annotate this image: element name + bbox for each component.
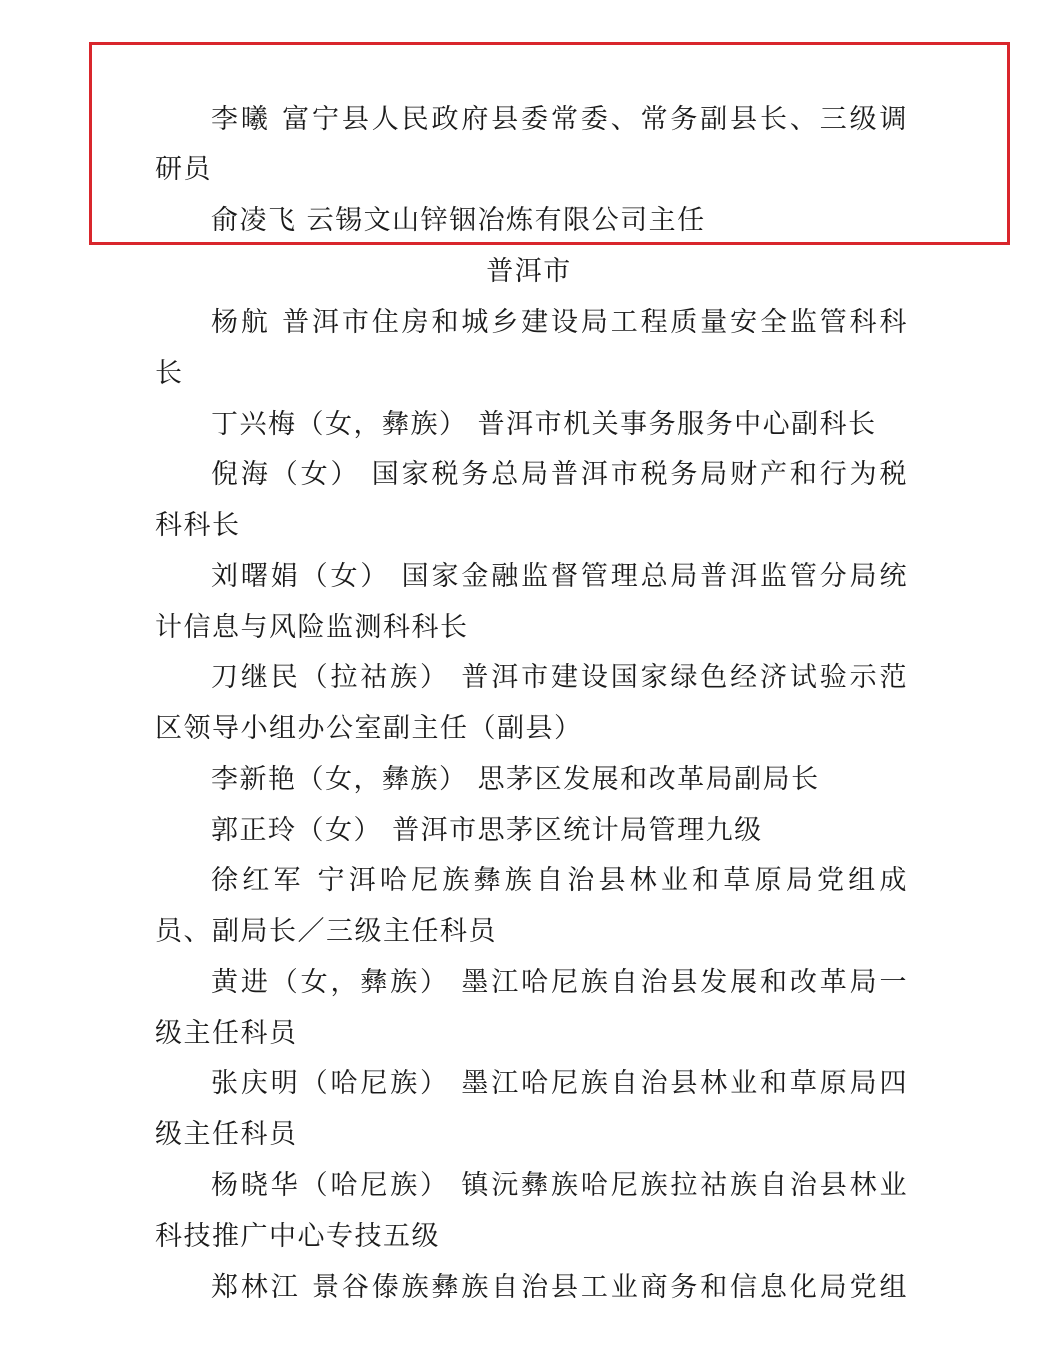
- entry-line: 研员: [155, 154, 212, 185]
- section-heading: 普洱市: [486, 256, 572, 287]
- entry-line: 丁兴梅（女，彝族） 普洱市机关事务服务中心副科长: [211, 409, 877, 440]
- entry-line: 郭正玲（女） 普洱市思茅区统计局管理九级: [211, 815, 763, 846]
- entry-line: 刘曙娟（女） 国家金融监督管理总局普洱监管分局统: [211, 561, 908, 592]
- entry-line: 李新艳（女，彝族） 思茅区发展和改革局副局长: [211, 764, 820, 795]
- entry-line: 张庆明（哈尼族） 墨江哈尼族自治县林业和草原局四: [211, 1068, 908, 1099]
- entry-line: 刀继民（拉祜族） 普洱市建设国家绿色经济试验示范: [211, 662, 908, 693]
- entry-line: 员、副局长／三级主任科员: [155, 916, 497, 947]
- entry-line: 杨航 普洱市住房和城乡建设局工程质量安全监管科科: [211, 307, 908, 338]
- entry-line: 级主任科员: [155, 1119, 298, 1150]
- entry-line: 级主任科员: [155, 1018, 298, 1049]
- entry-line: 杨晓华（哈尼族） 镇沅彝族哈尼族拉祜族自治县林业: [211, 1170, 908, 1201]
- entry-line: 倪海（女） 国家税务总局普洱市税务局财产和行为税: [211, 459, 908, 490]
- entry-line: 计信息与风险监测科科长: [155, 612, 469, 643]
- entry-line: 郑林江 景谷傣族彝族自治县工业商务和信息化局党组: [211, 1272, 908, 1303]
- entry-line: 李曦 富宁县人民政府县委常委、常务副县长、三级调: [211, 104, 908, 135]
- entry-line: 科技推广中心专技五级: [155, 1221, 440, 1252]
- entry-line: 区领导小组办公室副主任（副县）: [155, 713, 583, 744]
- entry-line: 黄进（女，彝族） 墨江哈尼族自治县发展和改革局一: [211, 967, 908, 998]
- entry-line: 科科长: [155, 510, 241, 541]
- entry-line: 徐红军 宁洱哈尼族彝族自治县林业和草原局党组成: [211, 865, 908, 896]
- entry-line: 俞凌飞 云锡文山锌铟冶炼有限公司主任: [211, 205, 706, 236]
- entry-line: 长: [155, 358, 184, 389]
